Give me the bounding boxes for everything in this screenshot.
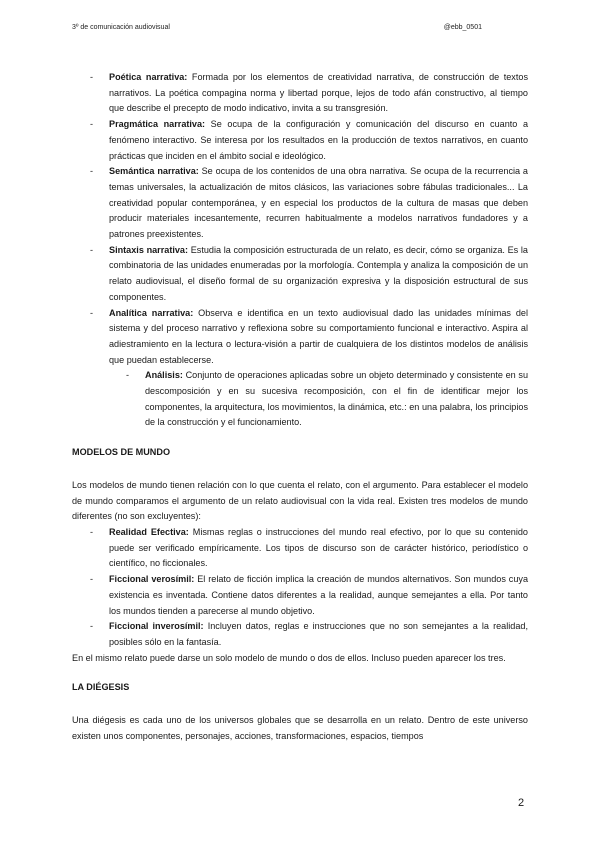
term: Ficcional inverosímil:	[109, 621, 204, 632]
term: Sintaxis narrativa:	[109, 244, 189, 255]
list-item-poetica	[72, 70, 528, 117]
paragraph-diegesis: Una diégesis es cada uno de los universos globales que se desarrolla en un relato. Dentro de este universo existen unos componentes, personajes, acciones, transformaciones, espacios, tiempos	[72, 715, 528, 741]
header-course: 3º de comunicación audiovisual	[72, 24, 170, 31]
section-heading-modelos: MODELOS DE MUNDO	[72, 447, 171, 458]
bullet-dash: -	[90, 244, 94, 255]
bullet-dash: -	[90, 119, 94, 130]
bullet-dash: -	[90, 574, 94, 585]
header-author: @ebb_0501	[443, 24, 482, 31]
paragraph-closing: En el mismo relato puede darse un solo modelo de mundo o dos de ellos. Incluso pueden aparecer los tres.	[72, 652, 506, 663]
definition: Observa e identifica en un texto audiovisual dado las unidades mínimas del sistema y del proceso narrativo y reflexiona sobre su comportamiento funcional e interactivo. Aspira al adiestramiento en la lectura o lectura-visión a partir de cualquiera de los distintos modelos de análisis que puedan establecerse.	[109, 307, 529, 365]
bullet-dash: -	[126, 370, 130, 381]
bullet-dash: -	[90, 307, 94, 318]
definition: Formada por los elementos de creatividad narrativa, de construcción de textos narrativos. La poética compagina norma y libertad porque, lejos de todo afán constructivo, al tiempo que describe el precepto de modo indicativo, invita a su transgresión.	[109, 72, 528, 114]
list-item-pragmatica	[72, 117, 528, 164]
term: Análisis:	[145, 370, 183, 381]
definition: Incluyen datos, reglas e instrucciones que no son semejantes a la realidad, posibles sólo en la fantasía.	[109, 621, 528, 647]
term: Ficcional verosímil:	[109, 574, 195, 585]
term: Poética narrativa:	[109, 72, 188, 82]
definition: Se ocupa de los contenidos de una obra narrativa. Se ocupa de la recurrencia a temas universales, la actualización de mitos clásicos, las variaciones sobre fábulas tradicionales... La creatividad popular contemporánea, y en especial los productos de la cultura de masas que deben producir materiales incesantemente, recurren habitualmente a modelos narrativos fundadores y a patrones preexistentes.	[109, 166, 528, 240]
paragraph-intro: Los modelos de mundo tienen relación con lo que cuenta el relato, con el argumento. Para establecer el modelo de mundo comparamos el argumento de un relato audiovisual con la vida real. Existen tres modelos de mundo diferentes (no son excluyentes):	[72, 479, 528, 522]
page-content	[72, 70, 528, 744]
bullet-dash: -	[90, 72, 94, 82]
bullet-dash: -	[90, 526, 94, 537]
page-number: 2	[518, 797, 525, 809]
list-item-sintaxis	[72, 243, 528, 306]
definition: Se ocupa de la configuración y comunicación del discurso en cuanto a fenómeno interactivo. Se interesa por los resultados en la producción de textos narrativos, en cuanto prácticas que inciden en el ámbito social e ideológico.	[109, 119, 528, 161]
term: Semántica narrativa:	[109, 166, 199, 177]
list-item-inverosimil	[72, 619, 528, 650]
definition: Conjunto de operaciones aplicadas sobre un objeto determinado y consistente en su descomposición y en su sucesiva recomposición, con el fin de identificar mejor los componentes, la arquitectura, los movimientos, la dinámica, etc.: en una palabra, los principios de la construcción y el funcionamiento.	[145, 370, 528, 428]
list-item-semantica	[72, 164, 528, 243]
term: Analítica narrativa:	[109, 307, 194, 318]
list-item-analitica	[72, 306, 528, 369]
section-heading-diegesis: LA DIÉGESIS	[72, 682, 130, 693]
bullet-dash: -	[90, 621, 94, 632]
definition: El relato de ficción implica la creación de mundos alternativos. Son mundos cuya existencia es inventada. Contiene datos diferentes a la realidad, aunque semejantes a ella. Por tanto los mundos tienden a parecerse al mundo objetivo.	[109, 574, 529, 616]
page-header	[72, 24, 482, 36]
sublist-item-analisis	[72, 368, 528, 431]
list-item-verosimil	[72, 572, 528, 619]
bullet-dash: -	[90, 166, 94, 177]
term: Pragmática narrativa:	[109, 119, 206, 130]
definition: Mismas reglas o instrucciones del mundo real efectivo, por lo que su contenido puede ser verificado empíricamente. Los tipos de discurso son de carácter histórico, periodístico o científico, no ficcionales.	[109, 526, 528, 569]
definition: Estudia la composición estructurada de un relato, es decir, cómo se organiza. Es la combinatoria de las unidades enumeradas por la morfología. Contempla y analiza la composición de un relato audiovisual, el diseño formal de su organización expresiva y la disposición estructural de sus componentes.	[109, 244, 528, 302]
list-item-realidad	[72, 525, 528, 572]
term: Realidad Efectiva:	[109, 526, 189, 537]
